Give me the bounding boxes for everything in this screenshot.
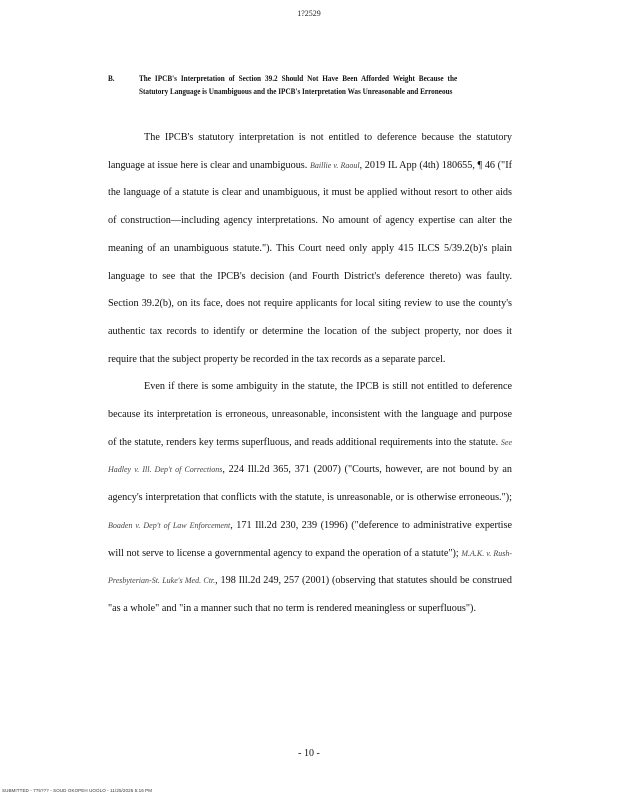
paragraph-text: , 171 Ill.2d 230, 239 (1996) ("deference to administrative expertise will not serve to license a governmental agency to expand the operation of a statute");: [108, 519, 512, 559]
section-heading: [108, 73, 457, 98]
paragraph-text: The IPCB's statutory interpretation is not entitled to deference because the statutory language at issue here is clear and unambiguous.: [108, 132, 512, 171]
paragraph-text: , 224 Ill.2d 365, 371 (2007) ("Courts, however, are not bound by an agency's interpretation that conflicts with the statute, is unreasonable, or is otherwise erroneous.");: [108, 464, 513, 504]
paragraph-text: , 198 Ill.2d 249, 257 (2001) (observing that statutes should be construed "as a whole" and "in a manner such that no term is rendered meaningless or superfluous").: [108, 575, 512, 614]
case-citation: Boaden v. Dep't of Law Enforcement: [108, 520, 231, 530]
body-paragraph-2: [108, 373, 512, 622]
case-citation: Baillie v. Raoul: [309, 160, 360, 170]
paragraph-text: Even if there is some ambiguity in the statute, the IPCB is still not entitled to deference because its interpretation is erroneous, unreasonable, inconsistent with the language and purpose of the statute, renders key terms superfluous, and reads additional requirements into the statute.: [108, 381, 512, 448]
case-citation: M.A.K. v. Rush-Presbyterian-St. Luke's Med. Ctr.: [108, 548, 512, 586]
submission-stamp: SUBMITTED - 7?5??? - SOUD OKOPEH UOOLO - 11/25/2025 5:16 PM: [2, 788, 153, 793]
case-number: 1?2529: [297, 9, 321, 18]
body-paragraph-1: [108, 124, 512, 373]
section-letter: B.: [108, 74, 115, 83]
section-title: The IPCB's Interpretation of Section 39.2 Should Not Have Been Afforded Weight Because the Statutory Language is Unambiguous and the IPCB's Interpretation Was Unreasonable and Erroneous: [138, 74, 458, 96]
case-citation: See Hadley v. Ill. Dep't of Corrections: [108, 437, 512, 475]
page-number: - 10 -: [298, 748, 320, 759]
document-body: [108, 124, 512, 623]
paragraph-text: , 2019 IL App (4th) 180655, ¶ 46 ("If the language of a statute is clear and unambiguous, it must be applied without resort to other aids of construction—including agency interpretations. No amount of agency expertise can alter the meaning of an unambiguous statute."). This Court need only apply 415 ILCS 5/39.2(b)'s plain language to see that the IPCB's decision (and Fourth District's deference thereto) was faulty. Section 39.2(b), on its face, does not require applicants for local siting review to use the county's authentic tax records to identify or determine the location of the subject property, nor does it require that the subject property be recorded in the tax records as a separate parcel.: [108, 159, 512, 365]
